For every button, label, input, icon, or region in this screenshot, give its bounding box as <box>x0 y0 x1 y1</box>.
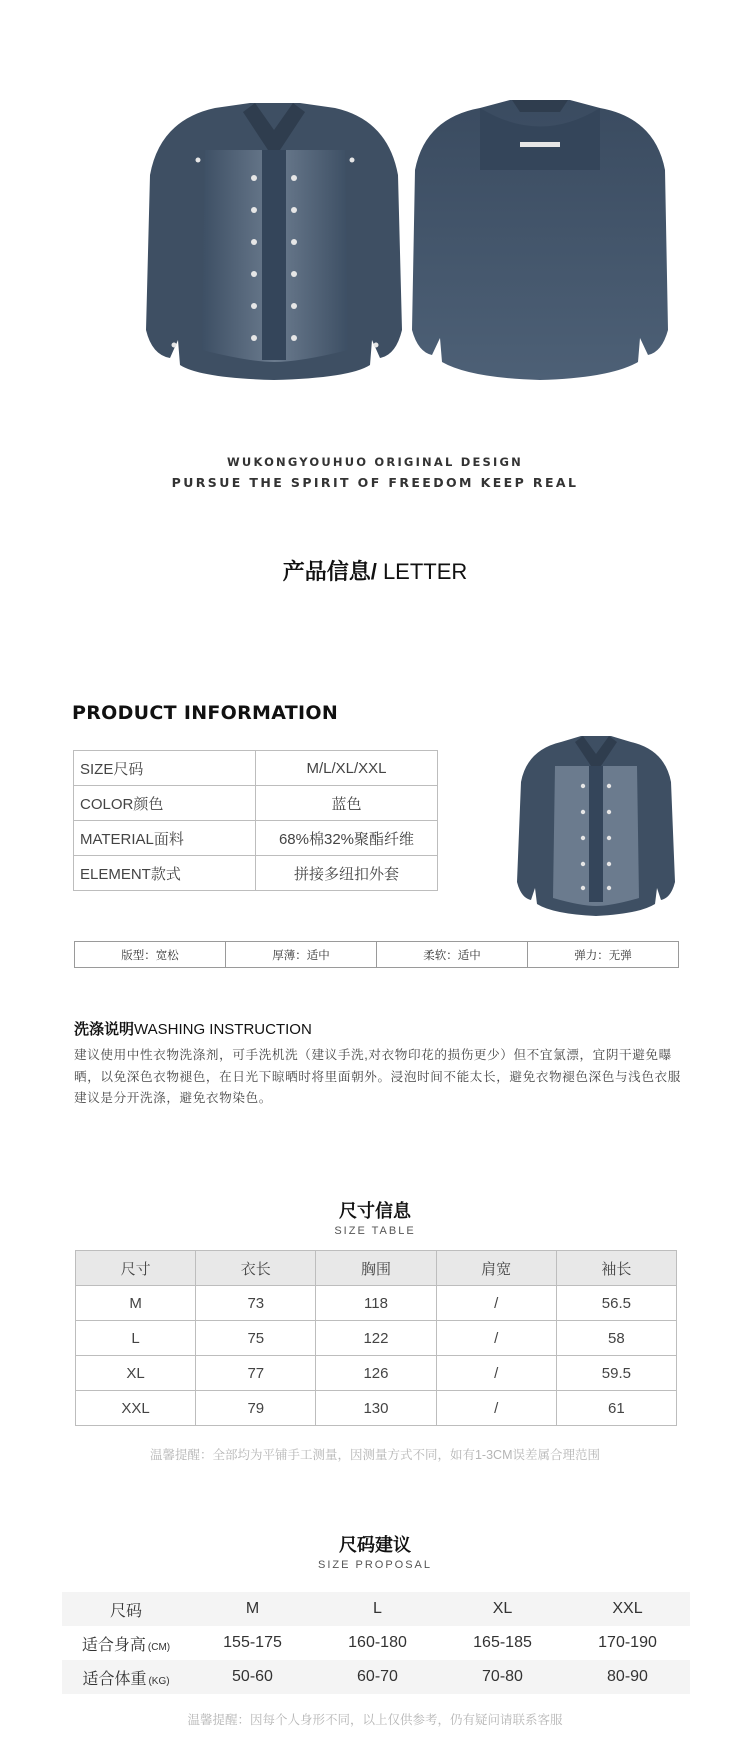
attribute-fit: 版型：宽松 <box>75 942 226 968</box>
size-proposal-title-zh: 尺码建议 <box>339 1535 411 1555</box>
washing-instruction-title <box>74 1018 312 1039</box>
table-cell: 56.5 <box>556 1286 676 1321</box>
size-table-title-zh: 尺寸信息 <box>339 1201 411 1221</box>
info-row <box>74 856 438 891</box>
proposal-size: L <box>315 1592 440 1626</box>
product-information-heading: PRODUCT INFORMATION <box>72 702 339 724</box>
attribute-softness: 柔软：适中 <box>377 942 528 968</box>
proposal-height-row <box>62 1626 690 1660</box>
table-cell: / <box>436 1286 556 1321</box>
brand-slogan-line-1: WUKONGYOUHUO ORIGINAL DESIGN <box>227 455 523 469</box>
table-cell: 77 <box>196 1356 316 1391</box>
product-info-title-zh: 产品信息/ <box>282 559 377 584</box>
table-cell: 61 <box>556 1391 676 1426</box>
table-cell: 130 <box>316 1391 436 1426</box>
proposal-value: 160-180 <box>348 1634 407 1651</box>
hero-product-photos <box>0 0 750 440</box>
table-row <box>76 1286 677 1321</box>
table-cell: M <box>76 1286 196 1321</box>
weight-label: 适合体重 <box>82 1670 147 1688</box>
height-unit: (CM) <box>147 1641 171 1653</box>
attribute-elasticity: 弹力：无弹 <box>528 942 679 968</box>
table-row <box>76 1391 677 1426</box>
table-cell: 118 <box>316 1286 436 1321</box>
proposal-value: 170-190 <box>598 1634 657 1651</box>
header-cell: 胸围 <box>316 1251 436 1286</box>
proposal-value: 60-70 <box>315 1660 440 1694</box>
table-cell: 79 <box>196 1391 316 1426</box>
proposal-value: 165-185 <box>473 1634 532 1651</box>
table-cell: 122 <box>316 1321 436 1356</box>
washing-title-en: WASHING INSTRUCTION <box>134 1021 312 1038</box>
table-cell: / <box>436 1356 556 1391</box>
table-cell: 75 <box>196 1321 316 1356</box>
height-label: 适合身高 <box>81 1636 146 1654</box>
table-row <box>76 1321 677 1356</box>
product-thumbnail <box>503 722 688 922</box>
front-jacket-image <box>146 103 402 380</box>
table-cell: L <box>76 1321 196 1356</box>
attribute-thickness: 厚薄：适中 <box>226 942 377 968</box>
measurement-note: 温馨提醒：全部均为平铺手工测量，因测量方式不同，如有1-3CM误差属合理范围 <box>149 1448 600 1462</box>
product-attributes-table <box>74 941 679 968</box>
header-cell: 肩宽 <box>436 1251 556 1286</box>
info-value: 蓝色 <box>256 786 438 821</box>
back-jacket-image <box>412 100 668 380</box>
size-proposal-table <box>62 1592 690 1694</box>
washing-title-zh: 洗涤说明 <box>74 1021 135 1038</box>
proposal-weight-row <box>62 1660 690 1694</box>
proposal-label: 尺码 <box>62 1592 190 1626</box>
proposal-value: 80-90 <box>565 1660 690 1694</box>
washing-instruction-text: 建议使用中性衣物洗涤剂，可手洗机洗（建议手洗,对衣物印花的损伤更少）但不宜氯漂，宜阴干避免曝晒，以免深色衣物褪色，在日光下晾晒时将里面朝外。浸泡时间不能太长，避免衣物褪色深色与浅色衣服建议是分开洗涤，避免衣物染色。 <box>74 1048 681 1105</box>
size-table-title <box>0 1197 750 1237</box>
proposal-value: 70-80 <box>440 1660 565 1694</box>
weight-unit: (KG) <box>148 1675 170 1687</box>
info-key: ELEMENT款式 <box>74 856 256 891</box>
table-cell: / <box>436 1321 556 1356</box>
table-cell: / <box>436 1391 556 1426</box>
info-value: 68%棉32%聚酯纤维 <box>256 821 438 856</box>
info-value: M/L/XL/XXL <box>256 751 438 786</box>
info-row <box>74 751 438 786</box>
table-cell: 73 <box>196 1286 316 1321</box>
brand-slogan-line-2: PURSUE THE SPIRIT OF FREEDOM KEEP REAL <box>171 475 579 490</box>
proposal-label <box>62 1626 190 1660</box>
proposal-header-row <box>62 1592 690 1626</box>
info-key: SIZE尺码 <box>74 751 256 786</box>
table-cell: XXL <box>76 1391 196 1426</box>
proposal-label <box>62 1660 190 1694</box>
table-cell: 59.5 <box>556 1356 676 1391</box>
header-cell: 衣长 <box>196 1251 316 1286</box>
info-row <box>74 821 438 856</box>
product-info-title <box>0 555 750 586</box>
table-cell: 126 <box>316 1356 436 1391</box>
jacket-photos-illustration <box>0 0 750 440</box>
info-key: MATERIAL面料 <box>74 821 256 856</box>
info-key: COLOR颜色 <box>74 786 256 821</box>
proposal-value: 50-60 <box>190 1660 315 1694</box>
size-proposal-title-en: SIZE PROPOSAL <box>317 1559 433 1571</box>
jacket-thumbnail-illustration <box>503 722 688 922</box>
proposal-size: M <box>190 1592 315 1626</box>
size-proposal-note: 温馨提醒：因每个人身形不同，以上仅供参考，仍有疑问请联系客服 <box>187 1713 563 1727</box>
size-table-header <box>76 1251 677 1286</box>
size-table-title-en: SIZE TABLE <box>334 1225 416 1237</box>
product-info-table <box>73 750 438 891</box>
size-proposal-title <box>0 1531 750 1571</box>
table-cell: 58 <box>556 1321 676 1356</box>
header-cell: 袖长 <box>556 1251 676 1286</box>
table-row <box>76 1356 677 1391</box>
info-value: 拼接多纽扣外套 <box>256 856 438 891</box>
product-info-title-en: LETTER <box>376 559 468 584</box>
header-cell: 尺寸 <box>76 1251 196 1286</box>
info-row <box>74 786 438 821</box>
size-table <box>75 1250 677 1426</box>
proposal-size: XL <box>440 1592 565 1626</box>
proposal-size: XXL <box>565 1592 690 1626</box>
proposal-value: 155-175 <box>223 1634 282 1651</box>
table-cell: XL <box>76 1356 196 1391</box>
